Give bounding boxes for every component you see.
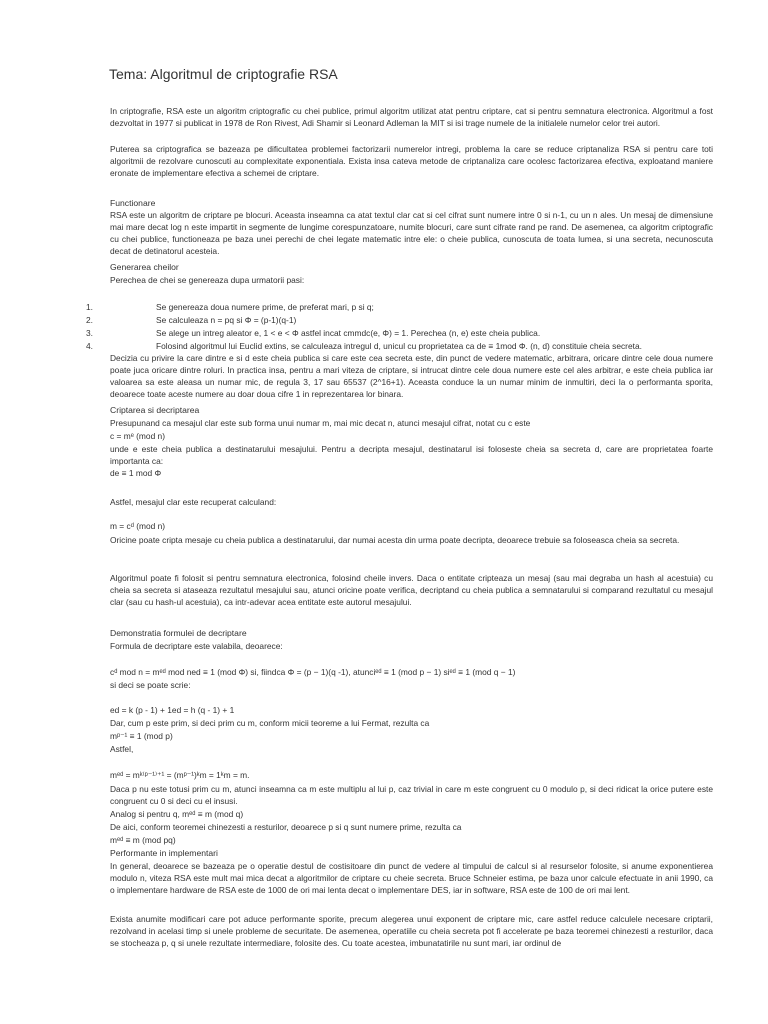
demonstratie-line-3: Astfel, xyxy=(110,744,134,754)
generare-intro: Perechea de chei se genereaza dupa urmatorii pasi: xyxy=(110,275,305,285)
step-text: Se calculeaza n = pq si Φ = (p-1)(q-1) xyxy=(156,315,297,325)
demonstratie-line-4: Analog si pentru q, mᵉᵈ ≡ m (mod q) xyxy=(110,809,244,819)
generare-paragraph: Decizia cu privire la care dintre e si d este cheia publica si care este cea secreta este, din punct de vedere matematic, arbitrara, oricare dintre cele doua numere poate juca oricare dintre roluri. In practica insa, pentru a mari viteza de criptare, si intrucat dintre cele doua numere este cel ales arbitrar, e este cheia publica iar valoarea sa este aleasa un numar mic, de regula 3, 17 sau 65537 (2^16+1). Aceasta conduce la un numar minim de inmultiri, deci la o performanta sporita, deoarece toate aceste numere au doar doua cifre 1 in reprezentarea lor binara. xyxy=(110,353,713,399)
formula-proof-3: mᵉᵈ = mᵏ⁽ᵖ⁻¹⁾⁺¹ = (mᵖ⁻¹)ᵏm = 1ᵏm = m. xyxy=(110,770,250,780)
section-heading-functionare: Functionare xyxy=(110,198,156,208)
demonstratie-line-2: Dar, cum p este prim, si deci prim cu m, conform micii teoreme a lui Fermat, rezulta ca xyxy=(110,718,430,728)
demonstratie-paragraph: Daca p nu este totusi prim cu m, atunci inseamna ca m este multiplu al lui p, caz trivial in care m este congruent cu 0 modulo p, si deci ridicat la orice putere este congruent cu 0 si deci cu el insusi. xyxy=(110,784,713,806)
page-title: Tema: Algoritmul de criptografie RSA xyxy=(109,66,338,82)
performante-paragraph-1: In general, deoarece se bazeaza pe o operatie destul de costisitoare din punct de vedere al timpului de calcul si al resurselor folosite, si anume exponentierea modulo n, viteza RSA este mult mai mica decat a algoritmilor de criptare cu cheie secreta. Bruce Schneier estima, pe baza unor calcule efectuate in anii 1990, ca o implementare hardware de RSA este de 1000 de ori mai lenta decat o implementare DES, iar in software, RSA este de 100 de ori mai lent. xyxy=(110,861,713,895)
intro-paragraph-2: Puterea sa criptografica se bazeaza pe dificultatea problemei factorizarii numerelor intregi, problema la care se reduce criptanaliza RSA si pentru care toti algoritmii de rezolvare cunoscuti au complexitate exponentiala. Exista insa cateva metode de criptanaliza care ocolesc factorizarea efectiva, exploatand maniere eronate de implementare efectiva a schemei de criptare. xyxy=(110,144,713,178)
step-text: Se genereaza doua numere prime, de preferat mari, p si q; xyxy=(156,302,374,312)
demonstratie-line-1: si deci se poate scrie: xyxy=(110,680,191,690)
formula-proof-1: cᵈ mod n = mᵉᵈ mod ned ≡ 1 (mod Φ) si, fiindca Φ = (p − 1)(q -1), atunciᵉᵈ ≡ 1 (mod p − 1) siᵉᵈ ≡ 1 (mod q − 1) xyxy=(110,667,516,677)
functionare-paragraph: RSA este un algoritm de criptare pe blocuri. Aceasta inseamna ca atat textul clar cat si cel cifrat sunt numere intre 0 si n-1, cu un n ales. Un mesaj de dimensiune mai mare decat log n este impartit in segmente de lungime corespunzatoare, numite blocuri, care sunt cifrate rand pe rand. De asemenea, ca algoritm criptografic cu chei publice, functioneaza pe baza unei perechi de chei legate matematic intre ele: o cheie publica, cunoscuta de toata lumea, si una secreta, necunoscuta decat de detinatorul acesteia. xyxy=(110,210,713,256)
section-heading-demonstratie: Demonstratia formulei de decriptare xyxy=(110,628,247,638)
formula-fermat: mᵖ⁻¹ ≡ 1 (mod p) xyxy=(110,731,173,741)
step-number: 3. xyxy=(86,328,93,338)
formula-proof-2: ed = k (p - 1) + 1ed = h (q - 1) + 1 xyxy=(110,705,235,715)
criptare-paragraph-3: Astfel, mesajul clar este recuperat calculand: xyxy=(110,497,277,507)
formula-decrypt: m = cᵈ (mod n) xyxy=(110,521,166,531)
criptare-paragraph-2: unde e este cheia publica a destinatarului mesajului. Pentru a decripta mesajul, destinatarul isi foloseste cheia sa secreta d, care are proprietatea foarte importanta ca: xyxy=(110,444,713,466)
demonstratie-line-5: De aici, conform teoremei chinezesti a resturilor, deoarece p si q sunt numere prime, rezulta ca xyxy=(110,822,462,832)
formula-cipher: c = mᵉ (mod n) xyxy=(110,431,166,441)
step-number: 4. xyxy=(86,341,93,351)
demonstratie-intro: Formula de decriptare este valabila, deoarece: xyxy=(110,641,283,651)
step-text: Folosind algoritmul lui Euclid extins, se calculeaza intregul d, unicul cu proprietatea ca de ≡ 1mod Φ. (n, d) constituie cheia secreta. xyxy=(156,341,642,351)
criptare-paragraph-5: Algoritmul poate fi folosit si pentru semnatura electronica, folosind cheile invers. Daca o entitate cripteaza un mesaj (sau mai degraba un hash al acestuia) cu cheia sa secreta si ataseaza rezultatul mesajului sau, atunci oricine poate verifica, decriptand cu cheia publica a semnatarului si comparand rezultatul cu mesajul clar (sau cu hash-ul acestuia), ca intr-adevar acea entitate este autorul mesajului. xyxy=(110,573,713,607)
section-heading-generare: Generarea cheilor xyxy=(110,262,179,272)
step-number: 2. xyxy=(86,315,93,325)
formula-crt: mᵉᵈ ≡ m (mod pq) xyxy=(110,835,176,845)
step-number: 1. xyxy=(86,302,93,312)
criptare-paragraph-1: Presupunand ca mesajul clar este sub forma unui numar m, mai mic decat n, atunci mesajul cifrat, notat cu c este xyxy=(110,418,531,428)
formula-key-relation: de ≡ 1 mod Φ xyxy=(110,468,162,478)
section-heading-criptare: Criptarea si decriptarea xyxy=(110,405,200,415)
criptare-paragraph-4: Oricine poate cripta mesaje cu cheia publica a destinatarului, dar numai acesta din urma poate decripta, deoarece trebuie sa foloseasca cheia sa secreta. xyxy=(110,535,680,545)
performante-paragraph-2: Exista anumite modificari care pot aduce performante sporite, precum alegerea unui exponent de criptare mic, care astfel reduce calculele necesare criptarii, rezolvand in acelasi timp si unele probleme de securitate. De asemenea, operatiile cu cheia secreta pot fi accelerate pe baza teoremei chinezesti a resturilor, daca se stocheaza p, q si unele rezultate intermediare, folosite des. Cu toate acestea, imbunatatirile nu sunt mari, iar ordinul de xyxy=(110,914,713,948)
intro-paragraph-1: In criptografie, RSA este un algoritm criptografic cu chei publice, primul algoritm utilizat atat pentru criptare, cat si pentru semnatura electronica. Algoritmul a fost dezvoltat in 1977 si publicat in 1978 de Ron Rivest, Adi Shamir si Leonard Adleman la MIT si isi trage numele de la initialele numelor celor trei autori. xyxy=(110,106,713,128)
step-text: Se alege un intreg aleator e, 1 < e < Φ astfel incat cmmdc(e, Φ) = 1. Perechea (n, e) este cheia publica. xyxy=(156,328,541,338)
section-heading-performante: Performante in implementari xyxy=(110,848,218,858)
